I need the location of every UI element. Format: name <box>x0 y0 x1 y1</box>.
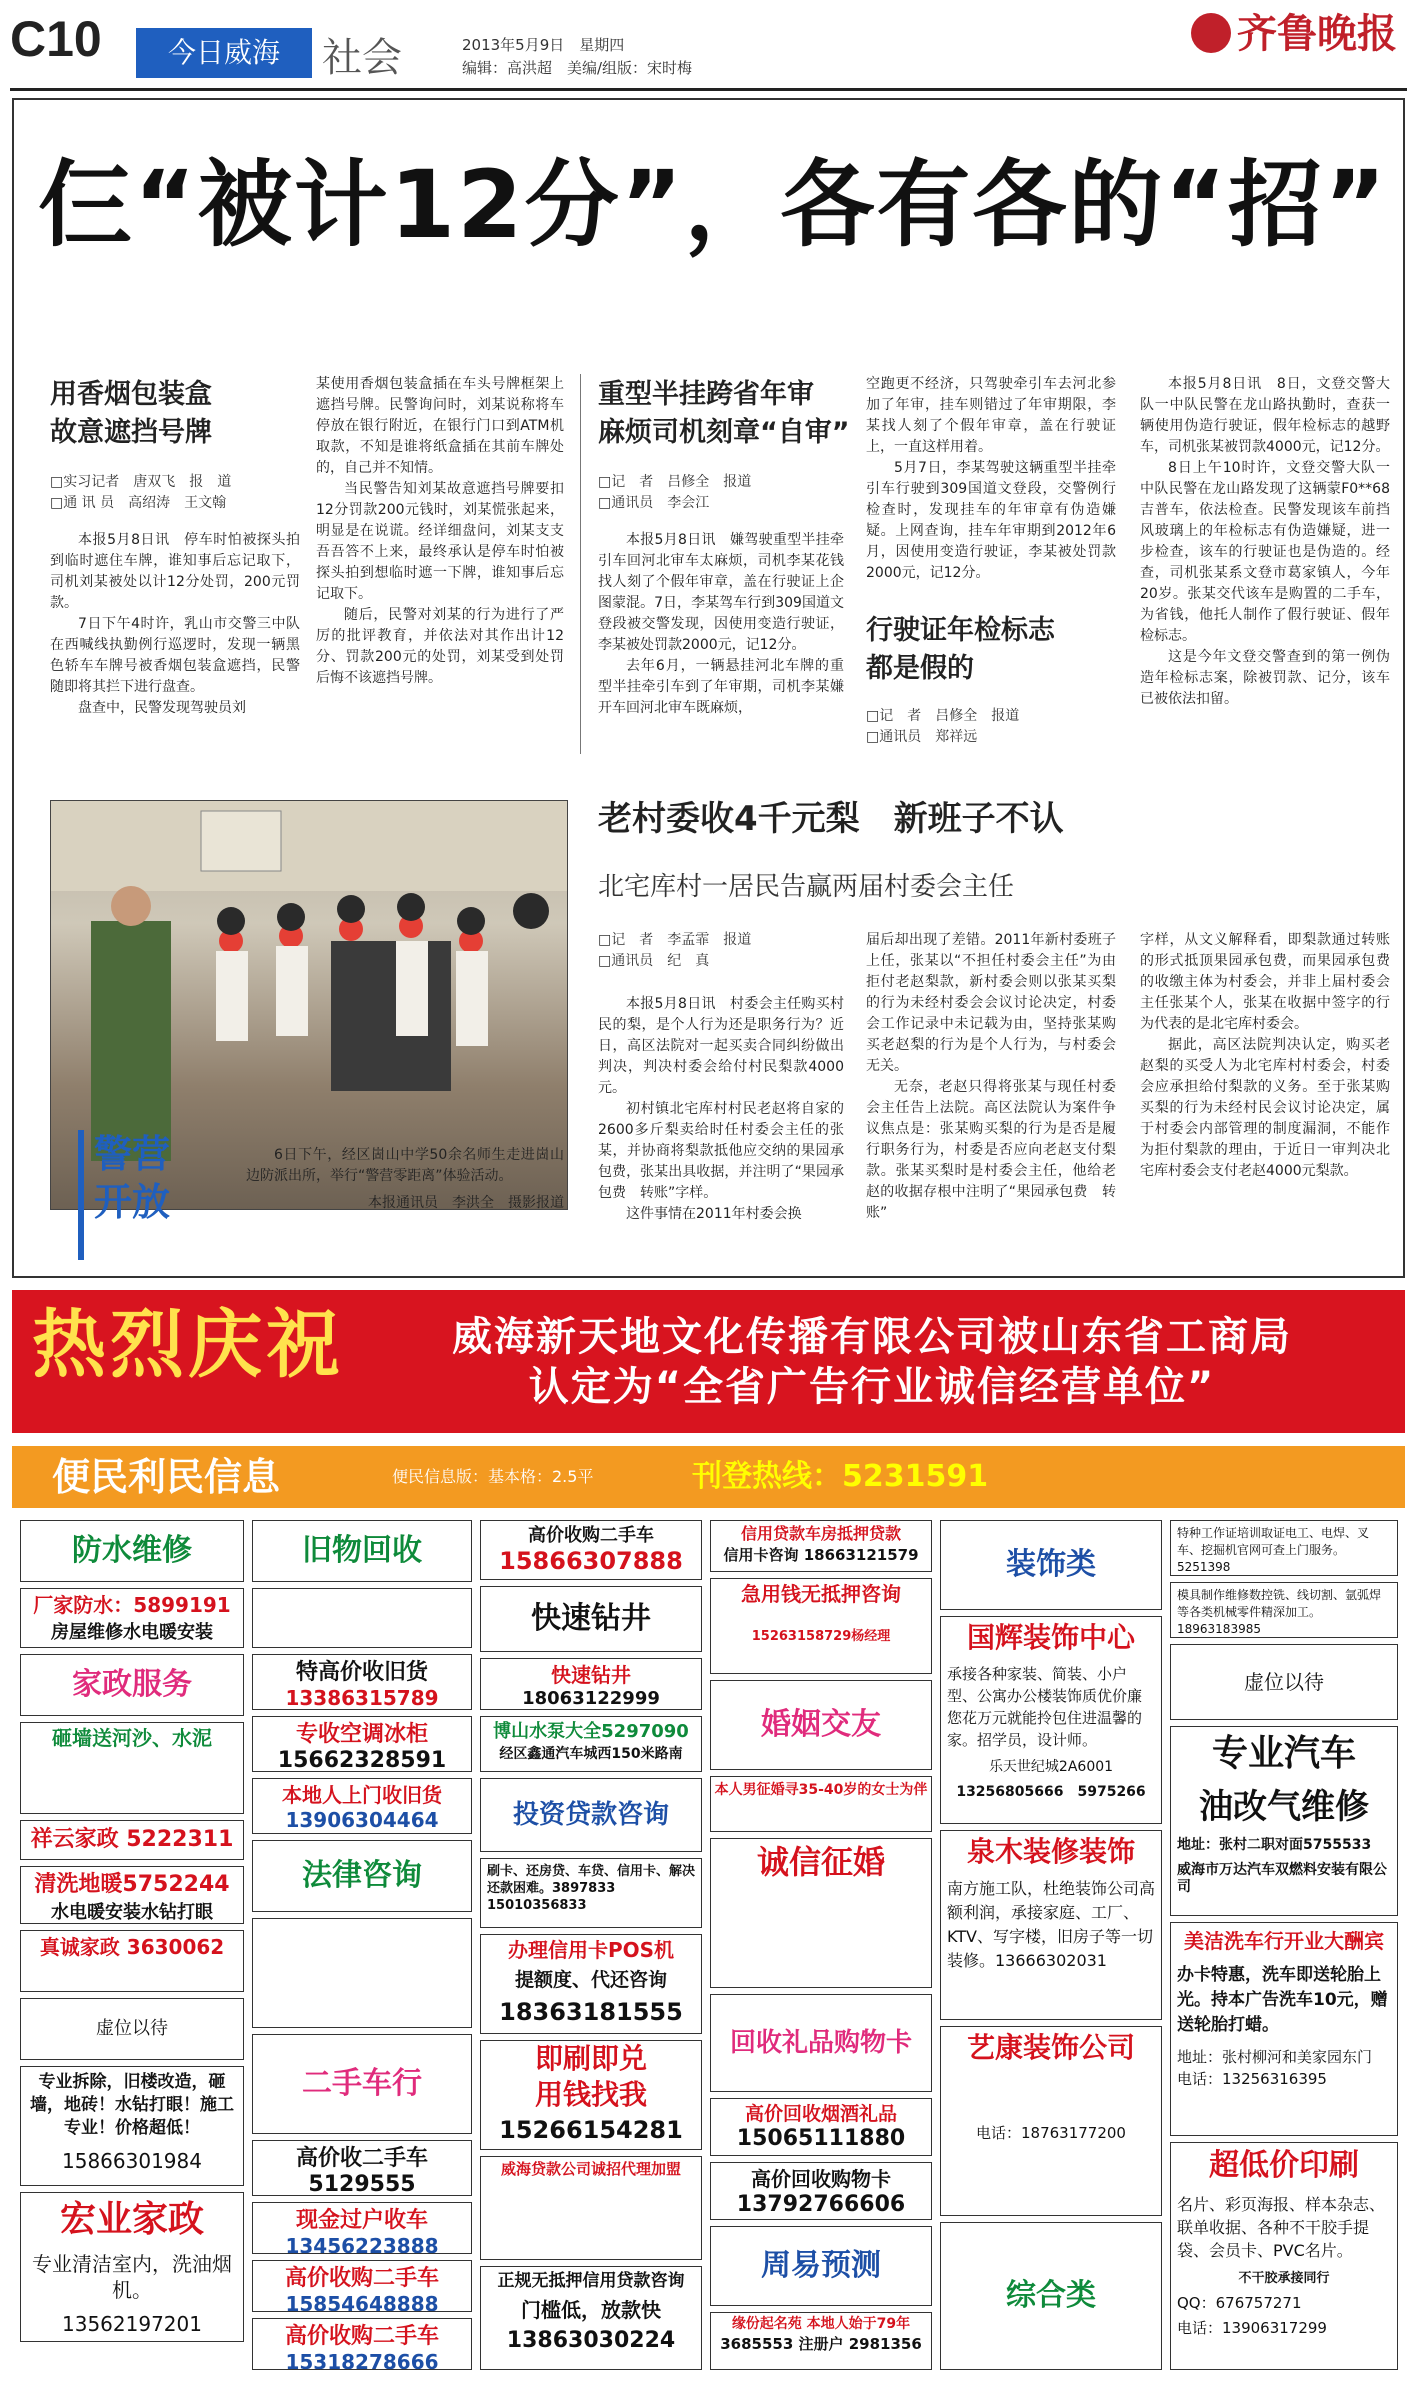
ad-title: 威海贷款公司诚招代理加盟 <box>500 2160 681 2178</box>
paragraph: 随后，民警对刘某的行为进行了严厉的批评教育，并依法对其作出计12分、罚款200元的处罚，刘某受到处罚后悔不该遮挡号牌。 <box>316 607 564 686</box>
ad-phone: 13906304464 <box>285 1808 439 1832</box>
banner-line1: 威海新天地文化传播有限公司被山东省工商局 <box>452 1314 1292 1360</box>
ad-title: 办理信用卡POS机 <box>507 1938 675 1962</box>
ad-demolition[interactable] <box>20 2066 244 2186</box>
ad-phone: 13386315789 <box>285 1686 439 1710</box>
ad-fast-drilling[interactable] <box>480 1658 702 1710</box>
ad-heading: 快速钻井 <box>531 1601 651 1636</box>
ad-title: 特高价收旧货 <box>295 1660 428 1685</box>
ad-text: 专业拆除，旧楼改造，砸墙，地砖！水钻打眼！施工专业！价格超低！ <box>30 2072 234 2138</box>
paragraph: 字样，从文义解释看，即梨款通过转账的形式抵顶果园承包费，而果园承包费的收缴主体为村委会，并非上届村委会主任张某个人，张某在收据中签字的行为代表的是北宅库村委会。 <box>1140 932 1390 1032</box>
logo-emblem-icon <box>1191 13 1231 53</box>
ad-text: 承接各种家装、简装、小户型、公寓办公楼装饰质优价廉您花万元就能拎包住进温馨的家。招学员，设计师。 <box>947 1665 1143 1749</box>
ad-buy-usedcar[interactable] <box>252 2140 472 2196</box>
ad-floor-heating[interactable] <box>20 1866 244 1924</box>
ad-text: 刷卡、还房贷、车贷、信用卡、解决还款困难。3897833 15010356833 <box>487 1864 696 1913</box>
paragraph: 届后却出现了差错。2011年新村委班子上任，张某以“不担任村委会主任”为由拒付老赵梨款，新村委会则以张某买梨的行为未经村委会会议讨论决定，村委会工作记录中未记载为由，坚持张某购买老赵梨的行为是个人行为，与村委会无关。 <box>866 932 1116 1074</box>
ad-general-heading <box>940 2222 1162 2370</box>
paragraph: 空跑更不经济，只驾驶牵引车去河北参加了年审，挂车则错过了年审期限，李某找人刻了个假年审章，盖在行驶证上，一直这样用着。 <box>866 376 1116 455</box>
ad-text: 虚位以待 <box>96 2018 168 2039</box>
paragraph: 当民警告知刘某故意遮挡号牌要扣12分罚款200元钱时，刘某慌张起来，明显是在说谎。经详细盘问，刘某支支吾吾答不上来，最终承认是停车时怕被探头拍到想临时遮一下牌，谁知事后忘记取下。 <box>316 481 564 602</box>
ad-heading: 法律咨询 <box>302 1858 422 1893</box>
paragraph: 盘查中，民警发现驾驶员刘 <box>78 700 246 716</box>
ad-company: 威海市万达汽车双燃料安装有限公司 <box>1177 1862 1387 1895</box>
story3-byline <box>866 706 1019 748</box>
ad-title: 即刷即兑 <box>534 2042 647 2075</box>
ad-sand-cement[interactable] <box>20 1722 244 1814</box>
ad-title: 高价收购二手车 <box>284 2324 439 2349</box>
ad-naming[interactable] <box>710 2312 932 2370</box>
photo-credit: 本报通讯员 李洪全 摄影报道 <box>368 1195 564 1211</box>
paragraph: 这是今年文登交警查到的第一例伪造年检标志案，除被罚款、记分，该车已被依法扣留。 <box>1140 649 1390 707</box>
ad-yikang[interactable] <box>940 2026 1162 2216</box>
story1-col1 <box>50 530 300 755</box>
ad-text: 房屋维修水电暖安装 <box>51 1622 213 1643</box>
ad-qq: QQ：676757271 <box>1177 2294 1302 2312</box>
story1-byline <box>50 472 231 514</box>
ad-mortgage-loan[interactable] <box>710 1520 932 1572</box>
ad-phone: 信用卡咨询 18663121579 <box>723 1546 919 1564</box>
ad-phone: 15266154281 <box>499 2116 683 2144</box>
ad-phone: 13562197201 <box>62 2312 202 2336</box>
ad-instant-cash[interactable] <box>480 2040 702 2150</box>
ad-phone: 15866307888 <box>499 1547 683 1575</box>
section-label[interactable]: 今日威海 <box>136 28 312 78</box>
ad-heading: 回收礼品购物卡 <box>729 2028 912 2058</box>
ad-title: 清洗地暖5752244 <box>34 1872 230 1897</box>
ad-title: 超低价印刷 <box>1209 2148 1359 2183</box>
ad-buy-liquor[interactable] <box>710 2098 932 2156</box>
ad-phone: 电话：18763177200 <box>976 2124 1126 2142</box>
column-rule <box>580 374 581 754</box>
ad-title: 真诚家政 3630062 <box>39 1935 225 1959</box>
ad-phone: 13792766606 <box>736 2192 906 2217</box>
ad-water-pump[interactable] <box>480 1716 702 1772</box>
ad-high-price-usedcar[interactable] <box>252 2260 472 2312</box>
ad-guohui[interactable] <box>940 1616 1162 1824</box>
page-header <box>10 8 1407 90</box>
ad-address: 地址：张村柳河和美家园东门 电话：13256316395 <box>1177 2048 1388 2088</box>
ad-usedcar-heading <box>252 2034 472 2134</box>
photo-tag <box>78 1130 228 1260</box>
ad-title: 快速钻井 <box>551 1663 631 1687</box>
story4-col1 <box>598 994 844 1256</box>
ad-training[interactable] <box>1170 1520 1398 1576</box>
ad-marriage-heading <box>710 1680 932 1770</box>
ad-title: 专收空调冰柜 <box>295 1722 428 1747</box>
ad-gift-card-heading <box>710 1994 932 2092</box>
ad-loan-heading <box>480 1778 702 1852</box>
ad-loan-agent[interactable] <box>480 2156 702 2260</box>
ad-text: 名片、彩页海报、样本杂志、联单收据、各种不干胶手提袋、会员卡、PVC名片。 <box>1177 2195 1386 2260</box>
banner-line2: 认定为“全省广告行业诚信经营单位” <box>528 1364 1216 1410</box>
ad-title: 国辉装饰中心 <box>966 1621 1135 1654</box>
ad-phone: 18363181555 <box>499 1998 683 2026</box>
ad-zhencheng[interactable] <box>20 1930 244 1992</box>
paragraph: 本报5月8日讯 村委会主任购买村民的梨，是个人行为还是职务行为？近日，高区法院对一起买卖合同纠纷做出判决，判决村委会给付村民梨款4000元。 <box>598 996 844 1096</box>
ad-title: 博山水泵大全5297090 <box>493 1721 689 1742</box>
photo-tag-line2: 开放 <box>94 1180 171 1224</box>
celebration-banner <box>12 1290 1405 1433</box>
byline-2: □通 讯 员 高绍涛 王文翰 <box>50 495 227 511</box>
ad-text: 门槛低，放款快 <box>521 2298 661 2322</box>
classified-hotline[interactable]: 刊登热线：5231591 <box>692 1459 989 1494</box>
ad-heading: 婚姻交友 <box>761 1707 881 1742</box>
story4-col3 <box>1140 930 1390 1256</box>
ad-buy-shopping-card[interactable] <box>710 2162 932 2220</box>
story2-title-line1: 重型半挂跨省年审 <box>598 379 814 410</box>
ad-title: 正规无抵押信用贷款咨询 <box>497 2271 685 2291</box>
story2-title-line2: 麻烦司机刻章“自审” <box>598 417 850 448</box>
story4-byline <box>598 930 751 972</box>
paragraph: 某使用香烟包装盒插在车头号牌框架上遮挡号牌。民警询问时，刘某说称将车停放在银行附近，在银行门口到ATM机取款，不知是谁将纸盒插在其前车牌处的，自己并不知情。 <box>316 376 564 476</box>
ad-lawyer[interactable] <box>252 1918 472 2028</box>
ad-phone: 13863030224 <box>506 2328 676 2353</box>
ad-local-recycle[interactable] <box>252 1778 472 1834</box>
paragraph: 据此，高区法院判决认定，购买老赵梨的买受人为北宅库村村委会，村委会应承担给付梨款的义务。至于张某购买梨的行为未经村民会议讨论决定，属于村委会内部管理的制度漏洞，不能作为拒付梨款的理由，于近日一审判决北宅库村委会支付老赵4000元梨款。 <box>1140 1037 1390 1179</box>
ad-title: 砸墙送河沙、水泥 <box>52 1726 212 1750</box>
ad-title: 专业汽车 <box>1211 1733 1356 1774</box>
ad-phone: 15263158729杨经理 <box>751 1629 891 1644</box>
ad-cash-transfer[interactable] <box>252 2202 472 2254</box>
ad-text: 南方施工队，杜绝装饰公司高额利润，承接家庭、工厂、KTV、写字楼，旧房子等一切装修。13666302031 <box>947 1879 1156 1970</box>
caption-text: 6日下午，经区崮山中学50余名师生走进崮山边防派出所，举行“警营零距离”体验活动。 <box>246 1147 564 1184</box>
ad-title-2: 油改气维修 <box>1199 1787 1369 1827</box>
ad-vacancy-f[interactable] <box>1170 1644 1398 1720</box>
paragraph: 8日上午10时许，文登交警大队一中队民警在龙山路发现了这辆蒙F0**68吉普车，依法检查。民警发现该车前挡风玻璃上的年检标志有伪造嫌疑，进一步检查，该车的行驶证也是伪造的。经查，司机张某系文登市葛家镇人，今年20岁。张某交代该车是购置的二手车，为省钱，他托人制作了假行驶证、假年检标志。 <box>1140 460 1390 644</box>
ad-title: 诚信征婚 <box>756 1843 885 1881</box>
banner-headline: 热烈庆祝 <box>32 1302 344 1388</box>
ad-text: 虚位以待 <box>1244 1670 1324 1694</box>
newspaper-logo <box>1191 10 1397 57</box>
paragraph: 7日下午4时许，乳山市交警三中队在西喊线执勤例行巡逻时，发现一辆黑色轿车车牌号被香烟包装盒遮挡，民警随即将其拦下进行盘查。 <box>50 616 300 695</box>
paragraph: 本报5月8日讯 8日，文登交警大队一中队民警在龙山路执勤时，查获一辆使用伪造行驶证，假年检标志的越野车，司机张某被罚款4000元，记12分。 <box>1140 376 1390 455</box>
ad-high-price-usedcar-2[interactable] <box>252 2318 472 2370</box>
ad-fortune-heading <box>710 2226 932 2306</box>
ad-buy-usedcar-c[interactable] <box>480 1520 702 1580</box>
ad-phone: 15318278666 <box>285 2350 439 2370</box>
story1-col2 <box>316 374 564 754</box>
ad-phone: 电话：13906317299 <box>1177 2319 1327 2337</box>
ad-text: 办卡特惠，洗车即送轮胎上光。持本广告洗车10元，赠送轮胎打蜡。 <box>1177 1965 1388 2035</box>
page-number: C10 <box>10 11 102 67</box>
ad-text: 特种工作证培训取证电工、电焊、叉车、挖掘机官网可查上门服务。5251398 <box>1177 1526 1370 1574</box>
story2-byline <box>598 472 751 514</box>
classified-subtitle: 便民信息版：基本格：2.5平 <box>392 1467 594 1486</box>
ad-waterproof-heading <box>20 1520 244 1582</box>
ad-heading: 周易预测 <box>761 2248 881 2283</box>
paragraph: 这件事情在2011年村委会换 <box>626 1206 802 1222</box>
ad-phone: 15662328591 <box>277 1748 447 1772</box>
ad-decoration-heading <box>940 1520 1162 1610</box>
story4-col2 <box>866 930 1116 1256</box>
ad-heading: 家政服务 <box>72 1667 192 1702</box>
story3-title-line2: 都是假的 <box>866 653 974 684</box>
ad-pos[interactable] <box>480 1934 702 2034</box>
ad-phone: 18063122999 <box>522 1688 660 1709</box>
ad-quanmu[interactable] <box>940 1830 1162 2020</box>
ad-address: 地址：张村二职对面5755533 <box>1177 1837 1372 1853</box>
classified-header <box>12 1446 1405 1508</box>
ad-recycle-goods[interactable] <box>252 1588 472 1648</box>
story3-title-line1: 行驶证年检标志 <box>866 615 1055 646</box>
ad-phone: 15866301984 <box>62 2149 202 2173</box>
ad-text-2: 不干胶承接同行 <box>1238 2271 1330 2286</box>
ad-phone: 3685553 注册户 2981356 <box>720 2335 922 2353</box>
paragraph: 5月7日，李某驾驶这辆重型半挂牵引车行驶到309国道文登段，交警例行检查时，发现挂车的年审章有伪造嫌疑。上网查询，挂车年审期到2012年6月，因使用变造行驶证，李某被处罚款2000元，记12分。 <box>866 460 1116 581</box>
ad-title: 高价收购二手车 <box>528 1525 654 1546</box>
byline-1: □记 者 吕修全 报道 <box>598 474 752 490</box>
ad-credit-card[interactable] <box>480 1858 702 1928</box>
paragraph: 初村镇北宅库村村民老赵将自家的2600多斤梨卖给时任村委会主任的张某，并协商将梨款抵他应交纳的果园承包费，张某出具收据，并注明了“果园承包费 转账”字样。 <box>598 1101 844 1201</box>
byline-1: □实习记者 唐双飞 报 道 <box>50 474 232 490</box>
ad-phone: 15854648888 <box>285 2292 439 2312</box>
ad-aircon[interactable] <box>252 1716 472 1772</box>
ad-mold[interactable] <box>1170 1582 1398 1638</box>
ad-heading: 综合类 <box>1006 2278 1096 2313</box>
ad-phone: 5129555 <box>308 2172 416 2196</box>
ad-gas-conversion[interactable] <box>1170 1726 1398 1916</box>
ad-address: 乐天世纪城2A6001 <box>988 1759 1114 1775</box>
ad-hongye[interactable] <box>20 2192 244 2342</box>
issue-date: 2013年5月9日 星期四 <box>462 36 625 54</box>
ad-title: 高价回收购物卡 <box>751 2167 891 2191</box>
ad-carwash[interactable] <box>1170 1922 1398 2136</box>
ad-phone: 厂家防水：5899191 <box>33 1593 231 1617</box>
section-name: 社会 <box>322 35 402 81</box>
ad-address: 经区鑫通汽车城西150米路南 <box>499 1746 683 1762</box>
story4-subtitle: 北宅库村一居民告赢两届村委会主任 <box>598 872 1015 902</box>
byline-1: □记 者 吕修全 报道 <box>866 708 1020 724</box>
main-headline: 仨“被计12分”，各有各的“招” <box>38 151 1388 260</box>
classified-title: 便民利民信息 <box>52 1455 281 1499</box>
ad-special-price[interactable] <box>252 1654 472 1710</box>
ad-title: 宏业家政 <box>59 2199 204 2240</box>
story4-title: 老村委收4千元梨 新班子不认 <box>598 799 1064 839</box>
ad-title: 急用钱无抵押咨询 <box>741 1582 901 1606</box>
story1-title-line1: 用香烟包装盒 <box>50 379 212 410</box>
ad-title: 泉木装修装饰 <box>966 1835 1135 1868</box>
ad-phone: 13456223888 <box>285 2234 439 2254</box>
banner-text <box>352 1312 1392 1412</box>
ad-text: 专业清洁室内，洗油烟机。 <box>32 2252 232 2302</box>
ad-title: 本人男征婚寻35-40岁的女士为伴 <box>714 1782 928 1798</box>
ad-title-2: 用钱找我 <box>534 2078 647 2111</box>
ad-drilling-heading <box>480 1586 702 1652</box>
ad-title: 信用贷款车房抵押贷款 <box>740 1524 901 1543</box>
logo-text: 齐鲁晚报 <box>1237 10 1397 57</box>
story2-col1 <box>598 530 844 755</box>
header-meta <box>462 34 692 80</box>
ad-vacancy[interactable] <box>20 1998 244 2060</box>
ad-title: 现金过户收车 <box>295 2208 428 2233</box>
ad-text: 提额度、代还咨询 <box>514 1969 667 1991</box>
ad-waterproof[interactable] <box>20 1588 244 1648</box>
paragraph: 本报5月8日讯 停车时怕被探头拍到临时遮住车牌，谁知事后忘记取下，司机刘某被处以计12分处罚，200元罚款。 <box>50 532 300 611</box>
header-rule <box>10 88 1407 91</box>
paragraph: 本报5月8日讯 嫌驾驶重型半挂牵引车回河北审车太麻烦，司机李某花钱找人刻了个假年审章，盖在行驶证上企图蒙混。7日，李某驾车行到309国道文登段被交警发现，因使用变造行驶证，李某被处罚款2000元，记12分。 <box>598 532 844 653</box>
ad-phone: 13256805666 5975266 <box>956 1784 1146 1800</box>
story2-col2 <box>866 374 1116 604</box>
paragraph: 去年6月，一辆悬挂河北车牌的重型半挂牵引车到了年审期，司机李某嫌开车回河北审车既麻烦， <box>598 658 844 716</box>
ad-honest-marriage[interactable] <box>710 1838 932 1988</box>
ad-phone: 15065111880 <box>736 2126 906 2151</box>
story1-title-line2: 故意遮挡号牌 <box>50 417 212 448</box>
ad-seeking-partner[interactable] <box>710 1776 932 1832</box>
ad-heading: 防水维修 <box>72 1533 192 1568</box>
photo-tag-line1: 警营 <box>94 1132 171 1176</box>
byline-2: □通讯员 郑祥远 <box>866 729 978 745</box>
ad-printing[interactable] <box>1170 2142 1398 2370</box>
photo-caption <box>246 1145 564 1245</box>
ad-title: 美洁洗车行开业大酬宾 <box>1184 1929 1384 1953</box>
ad-title: 祥云家政 5222311 <box>30 1827 234 1852</box>
story3-title <box>866 612 1055 688</box>
editors: 编辑：高洪超 美编/组版：宋时梅 <box>462 59 693 77</box>
byline-1: □记 者 李孟霏 报道 <box>598 932 752 948</box>
story2-title <box>598 376 850 452</box>
ad-heading: 装饰类 <box>1006 1547 1096 1582</box>
story1-title <box>50 376 212 452</box>
ad-housekeeping-heading <box>20 1654 244 1716</box>
ad-recycle-heading <box>252 1520 472 1582</box>
ad-urgent-money[interactable] <box>710 1578 932 1674</box>
ad-heading: 旧物回收 <box>302 1533 422 1568</box>
ad-title: 艺康装饰公司 <box>966 2031 1135 2064</box>
ad-xiangyun[interactable] <box>20 1820 244 1860</box>
story3-col <box>1140 374 1390 754</box>
byline-2: □通讯员 李会江 <box>598 495 710 511</box>
ad-title: 本地人上门收旧货 <box>282 1783 442 1807</box>
ad-text: 模具制作维修数控铣、线切割、氩弧焊等各类机械零件精深加工。18963183985 <box>1177 1588 1382 1636</box>
ad-heading: 投资贷款咨询 <box>512 1800 669 1830</box>
ad-title: 高价收购二手车 <box>284 2266 439 2291</box>
ad-legal-heading <box>252 1840 472 1912</box>
ad-unsecured-loan[interactable] <box>480 2266 702 2370</box>
ad-title: 高价收二手车 <box>295 2146 428 2171</box>
paragraph: 无奈，老赵只得将张某与现任村委会主任告上法院。高区法院认为案件争议焦点是：张某购买梨的行为是否是履行职务行为，村委是否应向老赵支付梨款。张某买梨时是村委会主任，他给老赵的收据存根中注明了“果园承包费 转账” <box>866 1079 1116 1221</box>
ad-heading: 二手车行 <box>302 2066 422 2101</box>
ad-title: 缘份起名苑 本地人始于79年 <box>731 2316 911 2332</box>
ad-title: 高价回收烟酒礼品 <box>744 2103 897 2125</box>
byline-2: □通讯员 纪 真 <box>598 953 710 969</box>
ad-text: 水电暖安装水钻打眼 <box>51 1902 213 1923</box>
